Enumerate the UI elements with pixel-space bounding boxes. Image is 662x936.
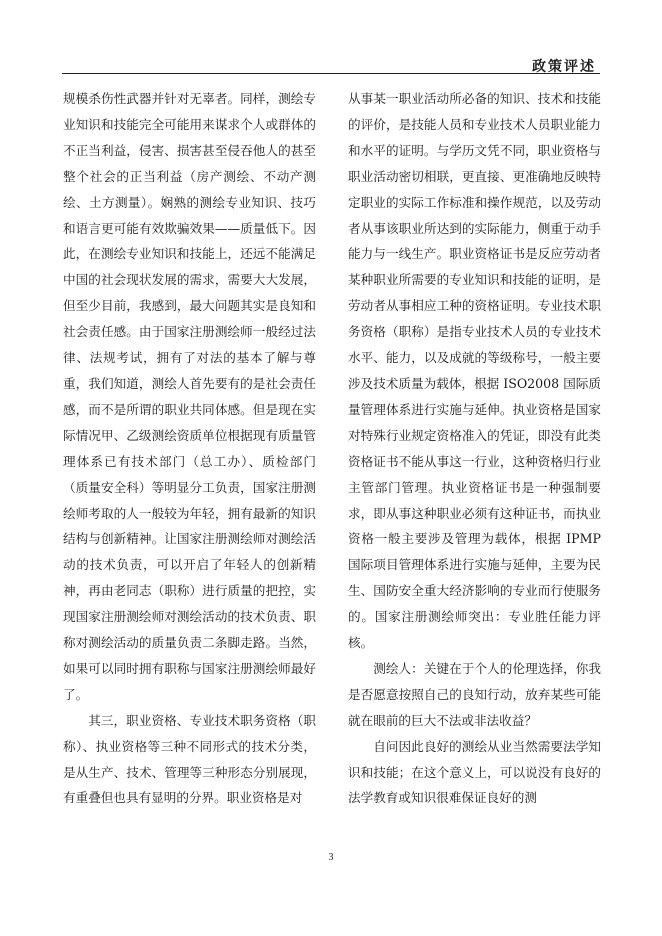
section-title: 政策评述 [532,59,596,75]
left-column [63,86,316,811]
right-column [348,86,601,811]
left-paragraph-2: 其三，职业资格、专业技术职务资格（职称）、执业资格等三种不同形式的技术分类，是从生产、技术、管理等三种形态分别展现，有重叠但也具有显明的分界。职业资格是对 [63,712,316,806]
right-paragraph-3: 自问因此良好的测绘从业当然需要法学知识和技能；在这个意义上，可以说没有良好的法学教育或知识很难保证良好的测 [348,738,601,806]
right-paragraph-1: 从事某一职业活动所必备的知识、技术和技能的评价，是技能人员和专业技术人员职业能力和水平的证明。与学历文凭不同，职业资格与职业活动密切相联，更直接、更准确地反映特定职业的实际工作标准和操作规范，以及劳动者从事该职业所达到的实际能力，侧重于动手能力与一线生产。职业资格证书是反应劳动者某种职业所需要的专业知识和技能的证明，是劳动者从事相应工种的资格证明。专业技术职务资格（职称）是指专业技术人员的专业技术水平、能力，以及成就的等级称号，一般主要涉及技术质量为载体，根据 ISO2008 国际质量管理体系进行实施与延伸。执业资格是国家对特殊行业规定资格准入的凭证，即没有此类资格证书不能从事这一行业，这种资格归行业主管部门管理。执业资格证书是一种强制要求，即从事这种职业必须有这种证书，而执业资格一般主要涉及管理为载体，根据 IPMP 国际项目管理体系进行实施与延伸，主要为民生、国防安全重大经济影响的专业而行使服务的。国家注册测绘师突出：专业胜任能力评核。 [348,91,601,651]
left-paragraph-1: 规模杀伤性武器并针对无辜者。同样，测绘专业知识和技能完全可能用来谋求个人或群体的不正当利益，侵害、损害甚至侵吞他人的甚至整个社会的正当利益（房产测绘、不动产测绘、土方测量）。娴熟的测绘专业知识、技巧和语言更可能有效欺骗效果——质量低下。因此，在测绘专业知识和技能上，还远不能满足中国的社会现状发展的需求，需要大大发展，但至少目前，我感到，最大问题其实是良知和社会责任感。由于国家注册测绘师一般经过法律、法规考试，拥有了对法的基本了解与尊重，我们知道，测绘人首先要有的是社会责任感，而不是所谓的职业共同体感。但是现在实际情况甲、乙级测绘资质单位根据现有质量管理体系已有技术部门（总工办）、质检部门（质量安全科）等明显分工负责，国家注册测绘师考取的人一般较为年轻，拥有最新的知识结构与创新精神。让国家注册测绘师对测绘活动的技术负责，可以开启了年轻人的创新精神，再由老同志（职称）进行质量的把控，实现国家注册测绘师对测绘活动的技术负责、职称对测绘活动的质量负责二条脚走路。当然，如果可以同时拥有职称与国家注册测绘师最好了。 [63,91,316,702]
header-rule [62,73,600,74]
page-number: 3 [328,852,334,863]
right-paragraph-2: 测绘人：关键在于个人的伦理选择，你我是否愿意按照自己的良知行动，放弃某些可能就在眼前的巨大不法或非法收益？ [348,660,601,728]
